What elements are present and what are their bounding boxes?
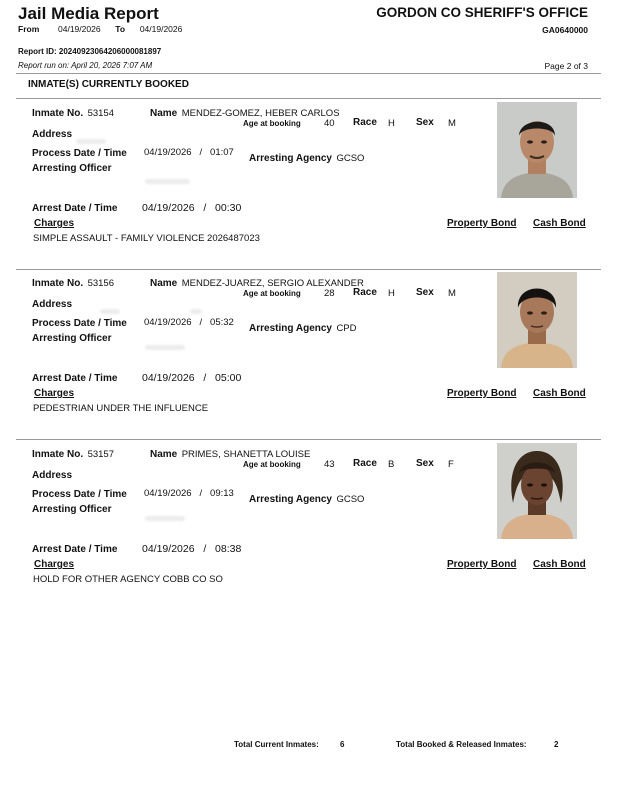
inmate-no-field bbox=[32, 444, 114, 462]
agency-label: Arresting Agency bbox=[249, 494, 332, 505]
agency-label: Arresting Agency bbox=[249, 323, 332, 334]
age-label: Age at booking bbox=[243, 289, 301, 298]
mugshot-photo bbox=[497, 443, 577, 539]
race-label: Race bbox=[353, 117, 377, 128]
process-time: 09:13 bbox=[210, 488, 234, 499]
record-divider bbox=[16, 439, 601, 440]
address-label: Address bbox=[32, 129, 73, 140]
officer-label: Arresting Officer bbox=[32, 163, 112, 174]
charge-text: SIMPLE ASSAULT - FAMILY VIOLENCE 2026487023 bbox=[33, 233, 260, 244]
arrest-separator: / bbox=[203, 543, 207, 555]
name-label: Name bbox=[150, 449, 178, 460]
address-label: Address bbox=[32, 299, 73, 310]
total-booked-label: Total Booked & Released Inmates: bbox=[396, 740, 527, 749]
race-value: H bbox=[388, 118, 395, 129]
mugshot-photo bbox=[497, 272, 577, 368]
process-date: 04/19/2026 bbox=[144, 147, 192, 158]
address-redacted bbox=[76, 131, 106, 149]
agency-name: GORDON CO SHERIFF'S OFFICE bbox=[376, 5, 588, 20]
agency-value: GCSO bbox=[336, 494, 365, 505]
process-date: 04/19/2026 bbox=[144, 488, 192, 499]
report-run-on: Report run on: April 20, 2026 7:07 AM bbox=[18, 61, 153, 70]
inmate-no-label: Inmate No. bbox=[32, 108, 84, 119]
to-date: 04/19/2026 bbox=[139, 24, 183, 34]
process-separator: / bbox=[199, 488, 203, 499]
cash-bond-label: Cash Bond bbox=[533, 388, 586, 399]
race-label: Race bbox=[353, 287, 377, 298]
agency-label: Arresting Agency bbox=[249, 153, 332, 164]
race-value: H bbox=[388, 288, 395, 299]
age-label: Age at booking bbox=[243, 460, 301, 469]
total-current-value: 6 bbox=[340, 740, 345, 749]
sex-label: Sex bbox=[416, 117, 434, 128]
property-bond-label: Property Bond bbox=[447, 218, 517, 229]
name-label: Name bbox=[150, 108, 178, 119]
process-separator: / bbox=[199, 147, 203, 158]
arrest-separator: / bbox=[203, 202, 207, 214]
race-label: Race bbox=[353, 458, 377, 469]
arrest-separator: / bbox=[203, 372, 207, 384]
property-bond-label: Property Bond bbox=[447, 388, 517, 399]
name-label: Name bbox=[150, 278, 178, 289]
sex-label: Sex bbox=[416, 458, 434, 469]
charges-label: Charges bbox=[34, 559, 75, 570]
report-title: Jail Media Report bbox=[18, 4, 159, 23]
process-date: 04/19/2026 bbox=[144, 317, 192, 328]
arrest-value bbox=[142, 202, 241, 214]
arrest-value bbox=[142, 543, 241, 555]
arrest-label: Arrest Date / Time bbox=[32, 544, 118, 555]
date-range bbox=[18, 24, 182, 34]
age-value: 40 bbox=[324, 118, 335, 129]
cash-bond-label: Cash Bond bbox=[533, 559, 586, 570]
inmate-record bbox=[0, 441, 623, 611]
officer-redacted bbox=[145, 508, 185, 526]
from-date: 04/19/2026 bbox=[58, 24, 101, 34]
name-value: MENDEZ-GOMEZ, HEBER CARLOS bbox=[181, 108, 340, 119]
arrest-time: 08:38 bbox=[215, 543, 242, 555]
arrest-value bbox=[142, 372, 241, 384]
process-value bbox=[144, 147, 234, 158]
officer-redacted bbox=[145, 171, 190, 189]
inmate-no-value: 53157 bbox=[87, 449, 114, 460]
header-divider bbox=[16, 73, 601, 74]
process-value bbox=[144, 317, 234, 328]
page-number: Page 2 of 3 bbox=[544, 61, 588, 71]
section-title: INMATE(S) CURRENTLY BOOKED bbox=[28, 79, 189, 90]
cash-bond-label: Cash Bond bbox=[533, 218, 586, 229]
agency-value: GCSO bbox=[336, 153, 365, 164]
inmate-record bbox=[0, 270, 623, 440]
arrest-time: 00:30 bbox=[215, 202, 242, 214]
process-value bbox=[144, 488, 234, 499]
officer-label: Arresting Officer bbox=[32, 333, 112, 344]
process-time: 01:07 bbox=[210, 147, 234, 158]
agency-code: GA0640000 bbox=[542, 25, 588, 35]
age-value: 28 bbox=[324, 288, 335, 299]
to-label: To bbox=[115, 24, 126, 34]
property-bond-label: Property Bond bbox=[447, 559, 517, 570]
charge-text: HOLD FOR OTHER AGENCY COBB CO SO bbox=[33, 574, 223, 585]
process-time: 05:32 bbox=[210, 317, 234, 328]
age-value: 43 bbox=[324, 459, 335, 470]
name-value: MENDEZ-JUAREZ, SERGIO ALEXANDER bbox=[181, 278, 364, 289]
inmate-no-label: Inmate No. bbox=[32, 449, 84, 460]
inmate-no-value: 53154 bbox=[87, 108, 114, 119]
charge-text: PEDESTRIAN UNDER THE INFLUENCE bbox=[33, 403, 209, 414]
inmate-no-value: 53156 bbox=[87, 278, 114, 289]
sex-label: Sex bbox=[416, 287, 434, 298]
total-current-label: Total Current Inmates: bbox=[234, 740, 319, 749]
inmate-no-field bbox=[32, 273, 114, 291]
arrest-date: 04/19/2026 bbox=[142, 543, 195, 555]
agency-field bbox=[249, 148, 364, 166]
mugshot-photo bbox=[497, 102, 577, 198]
charges-label: Charges bbox=[34, 218, 75, 229]
from-label: From bbox=[18, 24, 40, 34]
charges-label: Charges bbox=[34, 388, 75, 399]
section-divider bbox=[16, 98, 601, 99]
agency-field bbox=[249, 318, 357, 336]
process-separator: / bbox=[199, 317, 203, 328]
sex-value: M bbox=[448, 118, 456, 129]
arrest-label: Arrest Date / Time bbox=[32, 373, 118, 384]
inmate-no-label: Inmate No. bbox=[32, 278, 84, 289]
address-label: Address bbox=[32, 470, 73, 481]
name-value: PRIMES, SHANETTA LOUISE bbox=[181, 449, 311, 460]
arrest-time: 05:00 bbox=[215, 372, 242, 384]
sex-value: M bbox=[448, 288, 456, 299]
arrest-label: Arrest Date / Time bbox=[32, 203, 118, 214]
sex-value: F bbox=[448, 459, 454, 470]
officer-label: Arresting Officer bbox=[32, 504, 112, 515]
arrest-date: 04/19/2026 bbox=[142, 372, 195, 384]
report-id: Report ID: 20240923064206000081897 bbox=[18, 47, 162, 56]
arrest-date: 04/19/2026 bbox=[142, 202, 195, 214]
process-label: Process Date / Time bbox=[32, 318, 127, 329]
total-booked-value: 2 bbox=[554, 740, 559, 749]
inmate-record bbox=[0, 100, 623, 270]
agency-field bbox=[249, 489, 364, 507]
agency-value: CPD bbox=[336, 323, 357, 334]
officer-redacted bbox=[145, 337, 185, 355]
inmate-no-field bbox=[32, 103, 114, 121]
process-label: Process Date / Time bbox=[32, 148, 127, 159]
process-label: Process Date / Time bbox=[32, 489, 127, 500]
race-value: B bbox=[388, 459, 395, 470]
age-label: Age at booking bbox=[243, 119, 301, 128]
